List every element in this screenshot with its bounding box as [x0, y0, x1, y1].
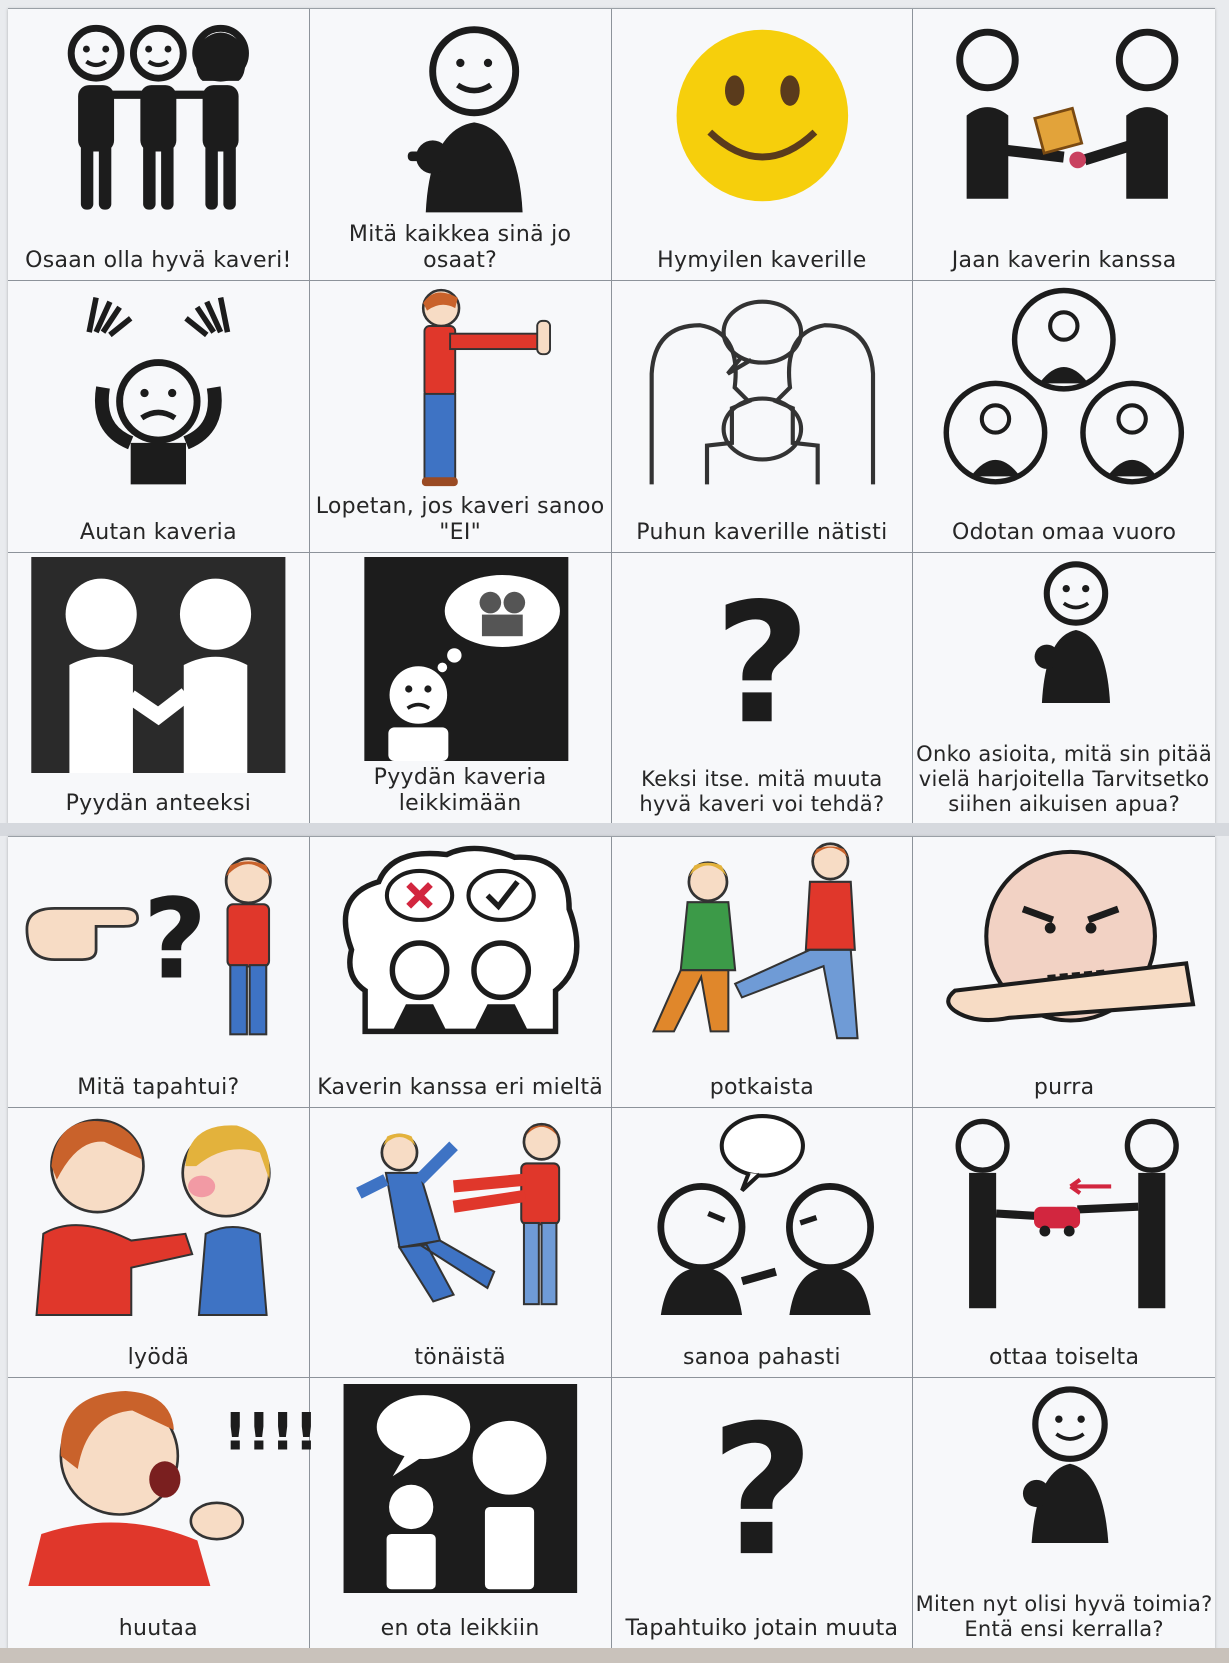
card-cell-friends [8, 9, 310, 281]
card-caption: Odotan omaa vuoro [952, 520, 1177, 545]
table-edge [0, 1648, 1229, 1663]
card-cell-practice [913, 553, 1215, 824]
card-caption: Osaan olla hyvä kaveri! [25, 248, 292, 273]
card-cell-hit [8, 1108, 310, 1378]
sad-face-thought-bubble-icon [310, 557, 611, 761]
card-caption: Hymyilen kaverille [657, 248, 867, 273]
card-caption: en ota leikkiin [380, 1616, 540, 1641]
card-caption: tönäistä [414, 1345, 506, 1370]
disagreement-icon [310, 841, 611, 1045]
card-cell-take [913, 1108, 1215, 1378]
card-cell-stop [310, 281, 612, 553]
card-cell-say-mean [612, 1108, 914, 1378]
person-pointing-icon [913, 1382, 1215, 1543]
card-caption: purra [1033, 1075, 1095, 1100]
card-caption: Miten nyt olisi hyvä toimia? Entä ensi kerralla? [915, 1592, 1213, 1641]
card-caption: Autan kaveria [79, 520, 237, 545]
card-cell-share [913, 9, 1215, 281]
card-cell-talk-nicely [612, 281, 914, 553]
kicking-icon [612, 841, 913, 1045]
svg-text:?: ? [713, 568, 811, 762]
card-cell-help [8, 281, 310, 553]
card-cell-something-else [612, 1378, 914, 1649]
card-cell-what-next [913, 1378, 1215, 1649]
three-friends-icon [8, 13, 309, 218]
question-mark-icon [612, 557, 913, 761]
card-caption: potkaista [709, 1075, 815, 1100]
card-caption: Mitä kaikkea sinä jo osaat? [348, 222, 572, 273]
question-mark-icon [612, 1382, 913, 1597]
card-caption: Keksi itse. mitä muuta hyvä kaveri voi tehdä? [639, 767, 885, 816]
card-cell-smile [612, 9, 914, 281]
card-caption: lyödä [127, 1345, 190, 1370]
card-caption: huutaa [118, 1616, 198, 1641]
person-pointing-icon [913, 557, 1215, 703]
exclusion-icon [310, 1384, 611, 1593]
handshake-icon [8, 557, 309, 773]
shouting-icon [8, 1378, 319, 1586]
pointing-hand-question-boy-icon [8, 841, 309, 1045]
svg-text:?: ? [142, 875, 208, 1005]
card-caption: ottaa toiselta [988, 1345, 1140, 1370]
card-cell-wait-turn [913, 281, 1215, 553]
person-pointing-icon [310, 13, 611, 218]
helping-hands-icon [8, 285, 309, 490]
card-cell-bite [913, 837, 1215, 1108]
card-cell-kick [612, 837, 914, 1108]
taking-toy-car-icon [913, 1112, 1215, 1315]
sharing-gift-icon [913, 13, 1215, 218]
hitting-icon [8, 1112, 309, 1315]
two-people-talking-icon [612, 285, 913, 490]
card-caption: Mitä tapahtui? [77, 1075, 240, 1100]
card-caption: Onko asioita, mitä sin pitää vielä harjoitella Tarvitsetko siihen aikuisen apua? [916, 742, 1213, 816]
card-cell-what-happened [8, 837, 310, 1108]
bottom-card [8, 836, 1215, 1649]
card-caption: Puhun kaverille nätisti [636, 520, 888, 545]
card-caption: Jaan kaverin kanssa [951, 248, 1177, 273]
pushing-icon [310, 1112, 611, 1315]
card-cell-disagree [310, 837, 612, 1108]
card-caption: Lopetan, jos kaveri sanoo "EI" [315, 494, 605, 545]
card-cell-what-can-you-do [310, 9, 612, 281]
card-caption: Pyydän anteeksi [65, 791, 252, 816]
card-cell-exclude [310, 1378, 612, 1649]
card-cell-apologise [8, 553, 310, 824]
card-cell-think-yourself [612, 553, 914, 824]
card-caption: Tapahtuiko jotain muuta [625, 1616, 899, 1641]
taking-turns-icon [913, 285, 1215, 490]
card-cell-push [310, 1108, 612, 1378]
card-caption: sanoa pahasti [682, 1345, 841, 1370]
stop-hand-boy-icon [310, 285, 611, 490]
card-cell-ask-to-play [310, 553, 612, 824]
svg-text:!!!!: !!!! [223, 1402, 319, 1463]
card-cell-shout [8, 1378, 319, 1649]
angry-speech-icon [612, 1112, 913, 1315]
card-caption: Kaverin kanssa eri mieltä [317, 1075, 604, 1100]
card-caption: Pyydän kaveria leikkimään [373, 765, 547, 816]
biting-icon [913, 841, 1215, 1045]
card-gap [0, 823, 1229, 836]
yellow-smiley-icon [612, 13, 913, 218]
top-card [8, 8, 1215, 824]
svg-text:?: ? [709, 1387, 815, 1597]
